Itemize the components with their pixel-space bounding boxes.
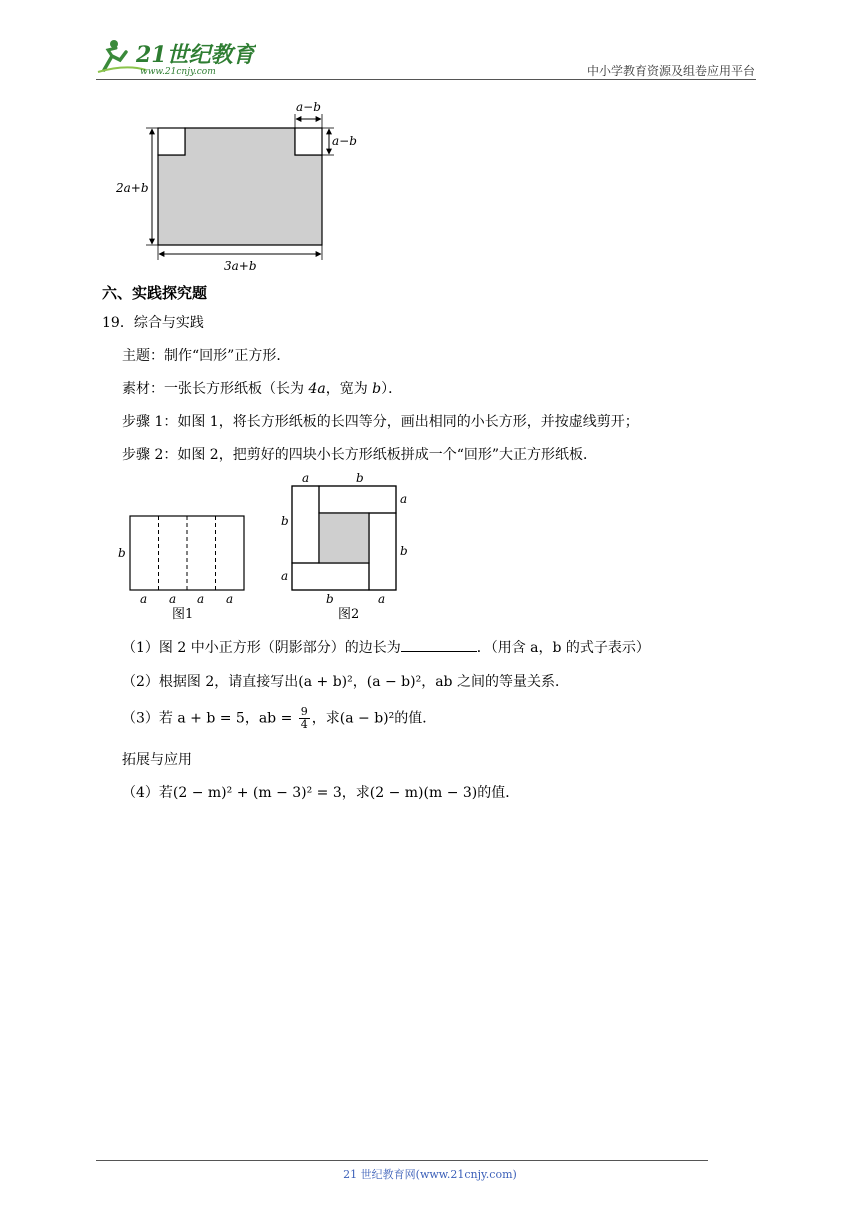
figure-1: [118, 516, 244, 622]
q3-prefix: （3）若 a + b = 5，ab =: [122, 710, 297, 727]
header-platform-text: 中小学教育资源及组卷应用平台: [586, 64, 755, 78]
question-2: （2）根据图 2，请直接写出(a + b)²，(a − b)²，ab 之间的等量关系．: [122, 674, 569, 690]
label-top: a−b: [296, 100, 321, 114]
answer-blank: [401, 637, 477, 652]
problem-theme: 主题：制作“回形”正方形．: [122, 348, 291, 364]
problem-step1: 步骤 1：如图 1，将长方形纸板的长四等分，画出相同的小长方形，并按虚线剪开；: [122, 414, 639, 430]
figure-cut-corners: [110, 100, 370, 275]
material-mid: ，宽为: [325, 381, 373, 397]
label-right: a−b: [332, 134, 357, 148]
fig2-bottom-b: b: [326, 592, 334, 606]
site-logo: [96, 34, 256, 78]
footer-divider: [96, 1160, 708, 1161]
q1-suffix: ．（用含 a，b 的式子表示）: [476, 640, 650, 656]
fraction-numerator: 9: [300, 705, 308, 718]
fig2-bottom-a: a: [378, 592, 386, 606]
material-suffix: ）．: [381, 381, 403, 397]
material-width: b: [372, 381, 382, 397]
fig2-left-b: b: [281, 514, 289, 528]
figures-1-2: [110, 470, 440, 630]
q1-prefix: （1）图 2 中小正方形（阴影部分）的边长为: [122, 640, 401, 656]
fig2-caption: 图2: [338, 607, 360, 622]
fig1-caption: 图1: [172, 607, 194, 622]
material-length: 4a: [308, 381, 326, 397]
section-title: 六、实践探究题: [102, 284, 208, 302]
fig2-right-a: a: [400, 492, 408, 506]
fig1-a-1: a: [140, 592, 148, 606]
footer-link[interactable]: 21 世纪教育网(www.21cnjy.com): [343, 1168, 517, 1181]
question-4: （4）若(2 − m)² + (m − 3)² = 3，求(2 − m)(m − 3)的值．: [122, 785, 520, 801]
fig2-top-b: b: [356, 471, 364, 485]
fig2-right-b: b: [400, 544, 408, 558]
label-left: 2a+b: [116, 181, 149, 195]
question-3: [122, 706, 436, 731]
problem-step2: 步骤 2：如图 2，把剪好的四块小长方形纸板拼成一个“回形”大正方形纸板．: [122, 447, 598, 463]
fig2-top-a: a: [302, 471, 310, 485]
material-prefix: 素材：一张长方形纸板（长为: [122, 381, 309, 397]
fraction: [299, 706, 310, 731]
q3-suffix: ，求(a − b)²的值．: [311, 710, 437, 727]
problem-number: 19．综合与实践: [102, 315, 204, 331]
figure-2: [281, 471, 408, 622]
question-1: [122, 637, 650, 657]
fig1-a-2: a: [169, 592, 177, 606]
fraction-denominator: 4: [300, 718, 308, 731]
fig1-side-b: b: [118, 546, 126, 560]
fig1-a-4: a: [226, 592, 234, 606]
logo-text: 21世纪教育: [136, 42, 255, 68]
extension-title: 拓展与应用: [122, 752, 192, 768]
problem-material: [122, 378, 402, 398]
fig2-left-a: a: [281, 569, 289, 583]
fig1-a-3: a: [197, 592, 205, 606]
logo-url: www.21cnjy.com: [140, 67, 216, 77]
label-bottom: 3a+b: [224, 259, 257, 273]
header-divider: [96, 79, 756, 80]
